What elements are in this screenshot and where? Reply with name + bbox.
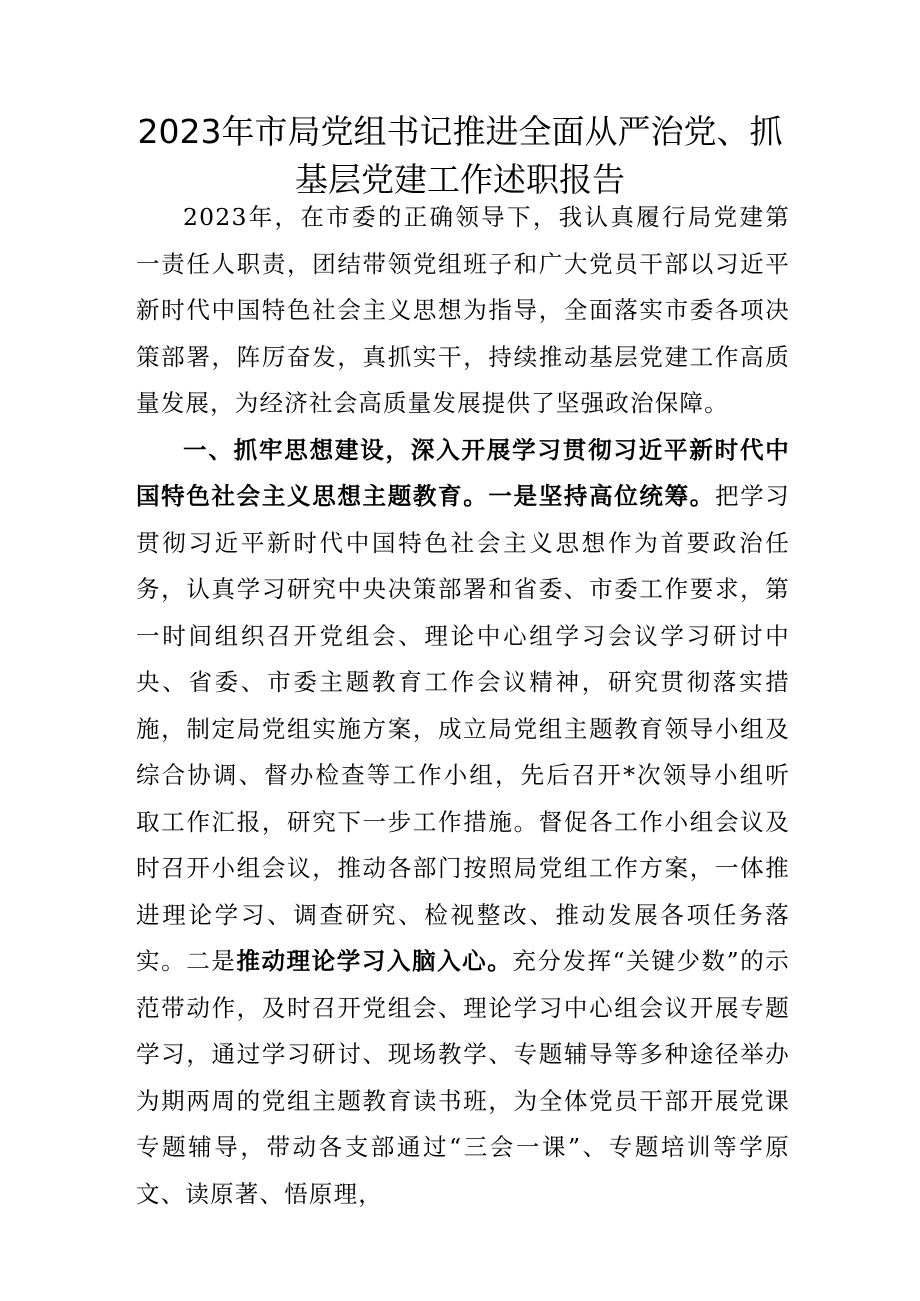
section-1-heading: 一、抓牢思想建设，深入开展学习贯彻习近平新时代中国特色社会主义思想主题教育。 — [136, 435, 790, 510]
section-1-paragraph — [136, 427, 790, 1218]
title-line-1: 2023年市局党组书记推进全面从严治党、抓 — [137, 112, 783, 151]
point-1-heading: 一是坚持高位统筹。 — [488, 482, 715, 510]
title-line-2: 基层党建工作述职报告 — [295, 160, 625, 199]
document-title — [120, 108, 800, 204]
intro-paragraph: 2023年，在市委的正确领导下，我认真履行局党建第一责任人职责，团结带领党组班子和广大党员干部以习近平新时代中国特色社会主义思想为指导，全面落实市委各项决策部署，阵厉奋发，真抓实干，持续推动基层党建工作高质量发展，为经济社会高质量发展提供了坚强政治保障。 — [136, 203, 790, 417]
point-2-heading: 推动理论学习入脑入心。 — [236, 947, 513, 975]
point-2-prefix: 二是 — [186, 947, 237, 975]
point-1-text: 把学习贯彻习近平新时代中国特色社会主义思想作为首要政治任务，认真学习研究中央决策部署和省委、市委工作要求，第一时间组织召开党组会、理论中心组学习会议学习研讨中央、省委、市委主题教育工作会议精神，研究贯彻落实措施，制定局党组实施方案，成立局党组主题教育领导小组及综合协调、督办检查等工作小组，先后召开*次领导小组听取工作汇报，研究下一步工作措施。督促各工作小组会议及时召开小组会议，推动各部门按照局党组工作方案，一体推进理论学习、调查研究、检视整改、推动发展各项任务落实。 — [136, 482, 790, 975]
point-2-text: 充分发挥“关键少数”的示范带动作，及时召开党组会、理论学习中心组会议开展专题学习，通过学习研讨、现场教学、专题辅导等多种途径举办为期两周的党组主题教育读书班，为全体党员干部开展党课专题辅导，带动各支部通过“三会一课”、专题培训等学原文、读原著、悟原理， — [136, 947, 791, 1208]
document-body — [136, 194, 790, 1217]
